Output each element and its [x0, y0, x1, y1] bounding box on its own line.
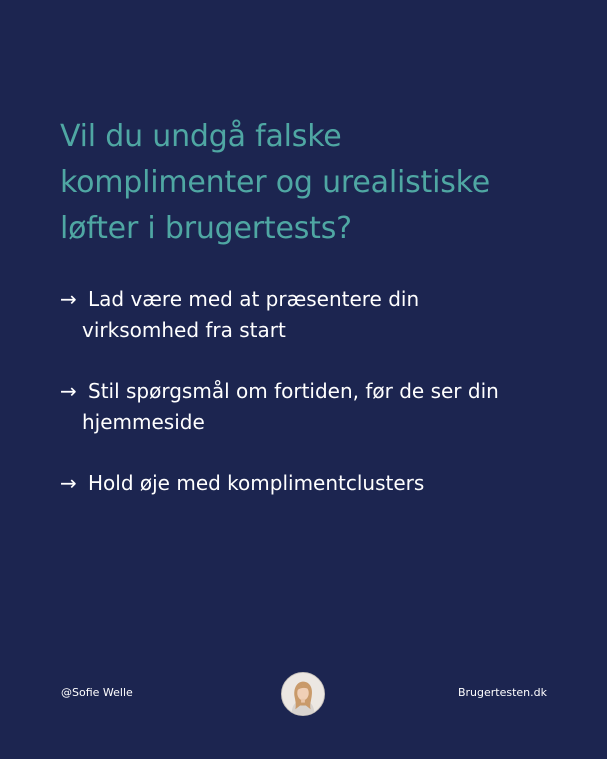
profile-photo-icon [282, 673, 324, 715]
author-handle[interactable]: @Sofie Welle [61, 686, 133, 699]
tips-list [60, 284, 560, 529]
headline-line: Vil du undgå falske [60, 119, 342, 154]
tip-item [60, 468, 560, 499]
arrow-right-icon: → [60, 287, 77, 311]
website-link[interactable]: Brugertesten.dk [457, 686, 547, 699]
tip-text: virksomhed fra start [82, 318, 286, 342]
headline-line: komplimenter og urealistiske [60, 165, 491, 200]
headline-line: løfter i brugertests? [60, 211, 352, 246]
tip-item [60, 284, 560, 346]
arrow-right-icon: → [60, 471, 77, 495]
headline [60, 114, 560, 252]
tip-text: Stil spørgsmål om fortiden, før de ser din [88, 379, 499, 403]
avatar[interactable] [281, 672, 325, 716]
tip-item [60, 376, 560, 438]
tip-text: hjemmeside [82, 410, 205, 434]
tip-text: Lad være med at præsentere din [88, 287, 420, 311]
tip-text: Hold øje med komplimentclusters [88, 471, 425, 495]
arrow-right-icon: → [60, 379, 77, 403]
